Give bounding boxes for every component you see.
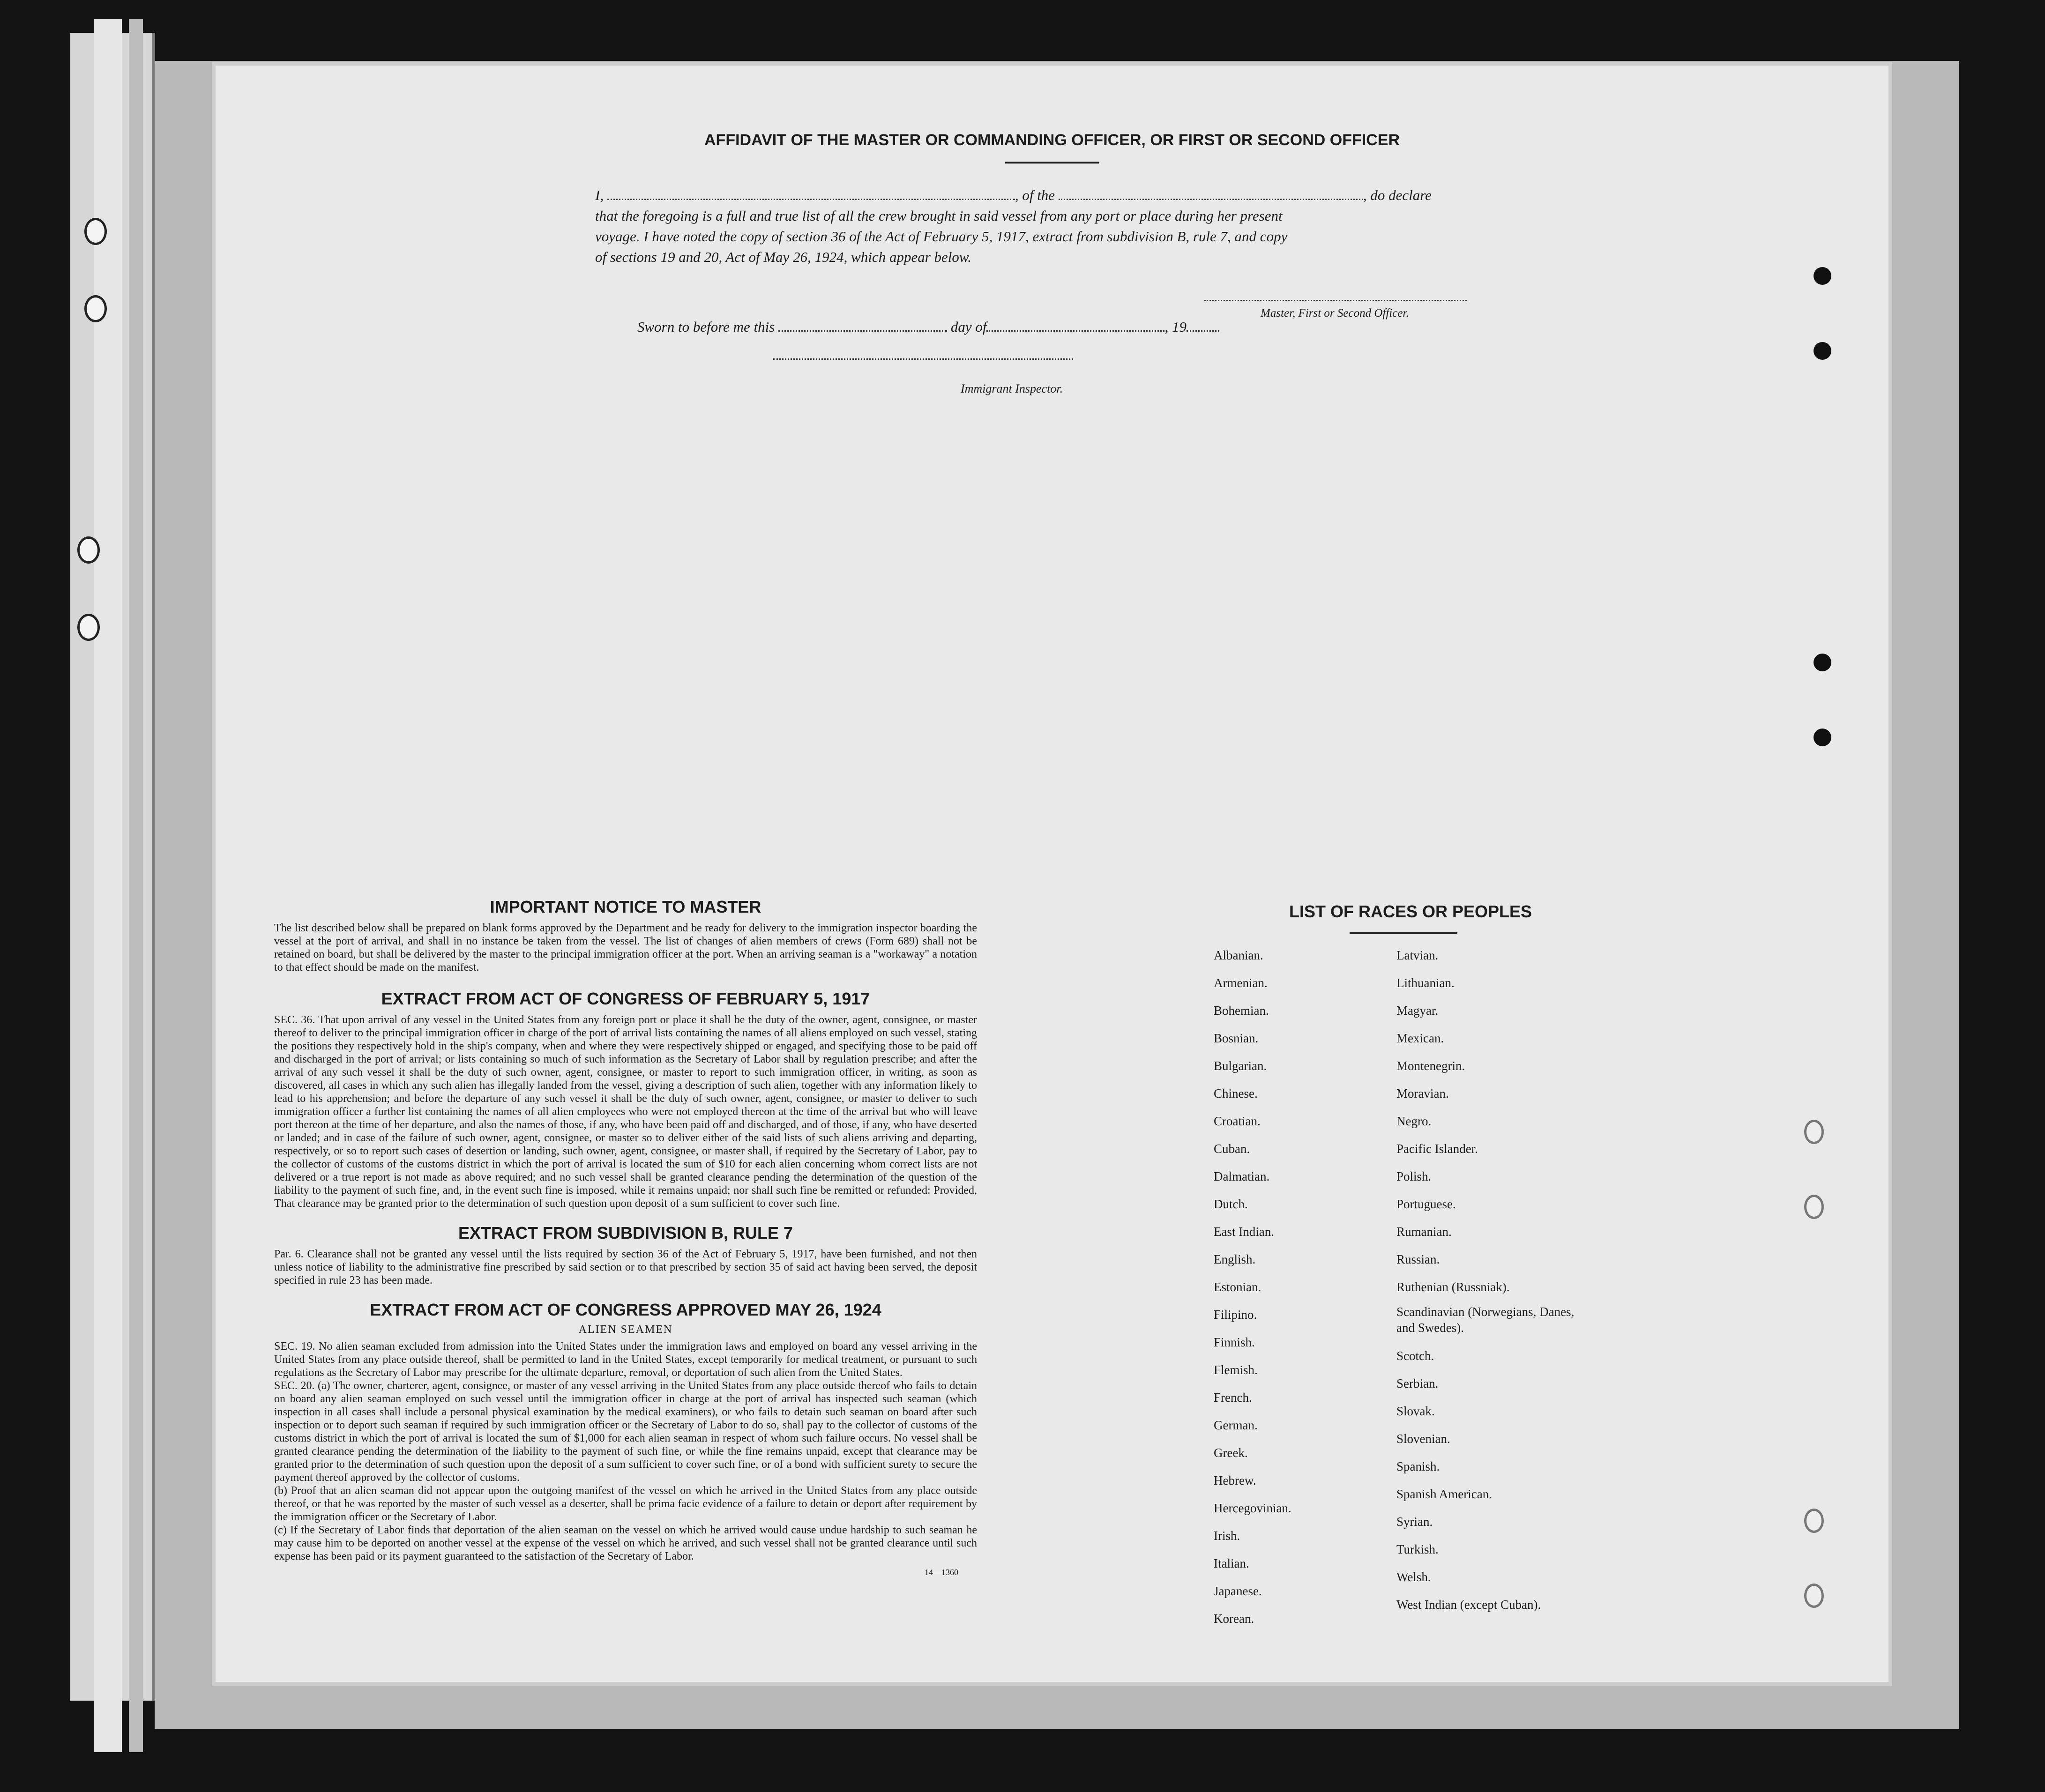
race-item: Flemish. bbox=[1214, 1363, 1258, 1377]
race-item: Filipino. bbox=[1214, 1308, 1257, 1322]
extract-1924-title: EXTRACT FROM ACT OF CONGRESS APPROVED MAY 26, 1924 bbox=[370, 1300, 881, 1319]
inspector-signature-field[interactable] bbox=[773, 358, 1073, 360]
race-item: Turkish. bbox=[1396, 1542, 1439, 1556]
sec-20b-body: (b) Proof that an alien seaman did not appear upon the outgoing manifest of the vessel on which he arrived in the United States from any place outside thereof, or that he was reported by the master of such vessel as a deserter, shall be prima facie evidence of a failure to detain or deport after requirement by the immigration officer or the Secretary of Labor. bbox=[274, 1485, 977, 1523]
race-item: Mexican. bbox=[1396, 1031, 1444, 1045]
sworn-month-field[interactable] bbox=[986, 330, 1164, 332]
extract-rule7-title: EXTRACT FROM SUBDIVISION B, RULE 7 bbox=[458, 1223, 793, 1242]
race-item: Dalmatian. bbox=[1214, 1169, 1270, 1183]
notice-title: IMPORTANT NOTICE TO MASTER bbox=[490, 897, 761, 916]
race-item: Ruthenian (Russniak). bbox=[1396, 1280, 1510, 1294]
year-text: , 19 bbox=[1164, 319, 1187, 335]
sworn-year-field[interactable] bbox=[1187, 330, 1219, 332]
declaration-line-2: that the foregoing is a full and true list of all the crew brought in said vessel from any port or place during her present bbox=[595, 208, 1283, 224]
race-item: Korean. bbox=[1214, 1612, 1254, 1626]
race-item: Portuguese. bbox=[1396, 1197, 1456, 1211]
race-item: Welsh. bbox=[1396, 1570, 1431, 1584]
binder-strip bbox=[94, 19, 122, 1752]
race-item: Rumanian. bbox=[1396, 1225, 1452, 1239]
sworn-line bbox=[637, 319, 1219, 335]
notice-body: The list described below shall be prepared on blank forms approved by the Department and be ready for delivery to the immigration inspector boarding the vessel at the port of arrival, and shall in no instance be taken from the vessel. The list of changes of alien members of crews (Form 689) shall not be retained on board, but shall be delivered by the master to the principal immigration officer at the port. When an arriving seaman is a "workaway" a notation to that effect should be made on the manifest. bbox=[274, 922, 977, 974]
races-title-underline bbox=[1350, 932, 1457, 934]
race-item: Japanese. bbox=[1214, 1584, 1262, 1598]
sec-19-body: SEC. 19. No alien seaman excluded from admission into the United States under the immigration laws and employed on board any vessel arriving in the United States from any place outside thereof, shall be permitted to land in the United States, except temporarily for medical treatment, or pursuant to such regulations as the Secretary of Labor may prescribe for the ultimate departure, removal, or deportation of such alien from the United States. bbox=[274, 1340, 977, 1379]
binder-hole bbox=[84, 218, 107, 245]
race-item: Hebrew. bbox=[1214, 1473, 1256, 1487]
affidavit-declaration bbox=[595, 185, 1720, 268]
day-of-text: day of bbox=[950, 319, 987, 335]
affidavit-page bbox=[216, 66, 1888, 1682]
race-item: Negro. bbox=[1396, 1114, 1432, 1128]
vessel-name-field[interactable] bbox=[1059, 199, 1363, 200]
punch-hole bbox=[1814, 267, 1831, 285]
punch-ring bbox=[1804, 1120, 1824, 1144]
extract-1917-title: EXTRACT FROM ACT OF CONGRESS OF FEBRUARY 5, 1917 bbox=[381, 989, 870, 1008]
race-item: Pacific Islander. bbox=[1396, 1142, 1478, 1156]
race-item: Bulgarian. bbox=[1214, 1059, 1267, 1073]
alien-seamen-subtitle: ALIEN SEAMEN bbox=[578, 1324, 673, 1336]
race-item: Dutch. bbox=[1214, 1197, 1248, 1211]
form-number: 14—1360 bbox=[925, 1568, 958, 1577]
race-item: Croatian. bbox=[1214, 1114, 1261, 1128]
punch-hole bbox=[1814, 729, 1831, 746]
inspector-label: Immigrant Inspector. bbox=[961, 382, 1063, 395]
race-item: West Indian (except Cuban). bbox=[1396, 1598, 1541, 1612]
race-item: Slovenian. bbox=[1396, 1432, 1450, 1446]
declaration-line-3: voyage. I have noted the copy of section 36 of the Act of February 5, 1917, extract from subdivision B, rule 7, and copy bbox=[595, 228, 1288, 245]
affidavit-title: AFFIDAVIT OF THE MASTER OR COMMANDING OFFICER, OR FIRST OR SECOND OFFICER bbox=[704, 131, 1400, 149]
punch-ring bbox=[1804, 1584, 1824, 1608]
declaration-do-declare: , do declare bbox=[1363, 187, 1432, 203]
race-item: Moravian. bbox=[1396, 1086, 1449, 1100]
race-item: Hercegovinian. bbox=[1214, 1501, 1291, 1515]
declaration-line-1 bbox=[595, 185, 1720, 206]
race-item: Polish. bbox=[1396, 1169, 1432, 1183]
race-item: Slovak. bbox=[1396, 1404, 1435, 1418]
race-item: East Indian. bbox=[1214, 1225, 1274, 1239]
race-item: Latvian. bbox=[1396, 948, 1439, 962]
declaration-of-the: , of the bbox=[1015, 187, 1055, 203]
race-item: French. bbox=[1214, 1390, 1252, 1405]
races-column-2 bbox=[1396, 942, 1593, 1619]
race-item: Irish. bbox=[1214, 1529, 1240, 1543]
sworn-day-field[interactable] bbox=[778, 330, 947, 332]
title-underline bbox=[1005, 162, 1099, 164]
extract-1917-body: SEC. 36. That upon arrival of any vessel in the United States from any foreign port or place it shall be the duty of the owner, agent, consignee, or master thereof to deliver to the principal immigration officer in charge of the port of arrival lists containing the names of all aliens employed on such vessel, stating the positions they respectively hold in the ship's company, when and where they were respectively shipped or engaged, and specifying those to be paid off and discharged in the port of arrival; or lists containing so much of such information as the Secretary of Labor shall by regulation prescribe; and after the arrival of any such vessel it shall be the duty of such owner, agent, consignee, or master to report to such immigration officer, in writing, as soon as discovered, all cases in which any such alien has illegally landed from the vessel, giving a description of such alien, together with any information likely to lead to his apprehension; and before the departure of any such vessel it shall be the duty of such owner, agent, consignee, or master to deliver to such immigration officer a further list containing the names of all alien employees who were not employed thereon at the time of the arrival but who will leave port thereon at the time of her departure, and also the names of those, if any, who have been paid off and discharged, and of those, if any, who have deserted or landed; and in case of the failure of such owner, agent, consignee, or master so to deliver either of the said lists of such aliens arriving and departing, respectively, or so to report such cases of desertion or landing, such owner, agent, consignee, or master shall, if required by the Secretary of Labor, pay to the collector of customs of the customs district in which the port of arrival is located the sum of $10 for each alien concerning whom correct lists are not delivered or a true report is not made as above required; and no such vessel shall be granted clearance pending the determination of the question of the liability to the payment of such fine, and, in the event such fine is imposed, while it remains unpaid; nor shall such fine be remitted or refunded: Provided, That clearance may be granted prior to the determination of such question upon deposit of a sum sufficient to cover such fine. bbox=[274, 1014, 977, 1210]
race-item: Scandinavian (Norwegians, Danes, and Swedes). bbox=[1396, 1305, 1575, 1335]
declaration-i: I, bbox=[595, 187, 604, 203]
race-item: Albanian. bbox=[1214, 948, 1263, 962]
race-item: Chinese. bbox=[1214, 1086, 1258, 1100]
race-item: Spanish American. bbox=[1396, 1487, 1492, 1501]
sworn-text: Sworn to before me this bbox=[637, 319, 775, 335]
race-item: Magyar. bbox=[1396, 1004, 1439, 1018]
races-title: LIST OF RACES OR PEOPLES bbox=[1289, 902, 1532, 921]
punch-hole bbox=[1814, 342, 1831, 360]
binder-hole bbox=[77, 536, 100, 564]
master-signature-field[interactable] bbox=[1204, 300, 1467, 301]
race-item: Scotch. bbox=[1396, 1349, 1434, 1363]
race-item: Greek. bbox=[1214, 1446, 1248, 1460]
race-item: German. bbox=[1214, 1418, 1258, 1432]
race-item: Russian. bbox=[1396, 1252, 1440, 1266]
race-item: Montenegrin. bbox=[1396, 1059, 1465, 1073]
race-item: Cuban. bbox=[1214, 1142, 1250, 1156]
binder-hole bbox=[84, 295, 107, 322]
declaration-line-4: of sections 19 and 20, Act of May 26, 1924, which appear below. bbox=[595, 249, 972, 265]
officer-name-field[interactable] bbox=[607, 199, 1015, 200]
punch-hole bbox=[1814, 654, 1831, 671]
punch-ring bbox=[1804, 1195, 1824, 1219]
race-item: Finnish. bbox=[1214, 1335, 1255, 1349]
punch-ring bbox=[1804, 1509, 1824, 1533]
legal-notices-column bbox=[274, 897, 977, 1577]
sec-20c-body: (c) If the Secretary of Labor finds that deportation of the alien seaman on the vessel on which he arrived would cause undue hardship to such seaman he may cause him to be deported on another vessel at the expense of the vessel on which he arrived, and such vessel shall not be granted clearance until such expense has been paid or its payment guaranteed to the satisfaction of the Secretary of Labor. bbox=[274, 1524, 977, 1562]
race-item: Serbian. bbox=[1396, 1376, 1439, 1390]
race-item: English. bbox=[1214, 1252, 1256, 1266]
race-item: Syrian. bbox=[1396, 1515, 1433, 1529]
race-item: Bohemian. bbox=[1214, 1004, 1269, 1018]
race-item: Estonian. bbox=[1214, 1280, 1261, 1294]
races-column-1 bbox=[1214, 942, 1401, 1633]
binder-strip-shadow bbox=[129, 19, 143, 1752]
extract-rule7-body: Par. 6. Clearance shall not be granted any vessel until the lists required by section 36 of the Act of February 5, 1917, have been furnished, and not then unless notice of liability to the administrative fine prescribed by said section or to that prescribed by section 35 of said act having been served, the deposit specified in rule 23 has been made. bbox=[274, 1248, 977, 1286]
master-label: Master, First or Second Officer. bbox=[1261, 307, 1409, 320]
binder-hole bbox=[77, 614, 100, 641]
race-item: Lithuanian. bbox=[1396, 976, 1455, 990]
sec-20a-body: SEC. 20. (a) The owner, charterer, agent, consignee, or master of any vessel arriving in the United States from any place outside thereof who fails to detain on board any alien seaman employed on such vessel until the immigration officer in charge at the port of arrival has inspected such seaman (which inspection in all cases shall include a personal physical examination by the medical examiners), or who fails to detain such seaman on board after such inspection or to deport such seaman if required by such immigration officer or the Secretary of Labor to do so, shall pay to the collector of customs of the customs district in which the port of arrival is located the sum of $1,000 for each alien seaman in respect of whom such failure occurs. No vessel shall be granted clearance pending the determination of the liability to the payment of such fine, or while the fine remains unpaid, except that clearance may be granted prior to the determination of such question upon the deposit of a sum sufficient to cover such fine, or of a bond with sufficient surety to secure the payment thereof approved by the collector of customs. bbox=[274, 1380, 977, 1484]
race-item: Armenian. bbox=[1214, 976, 1268, 990]
race-item: Bosnian. bbox=[1214, 1031, 1259, 1045]
race-item: Italian. bbox=[1214, 1556, 1249, 1570]
race-item: Spanish. bbox=[1396, 1459, 1440, 1473]
